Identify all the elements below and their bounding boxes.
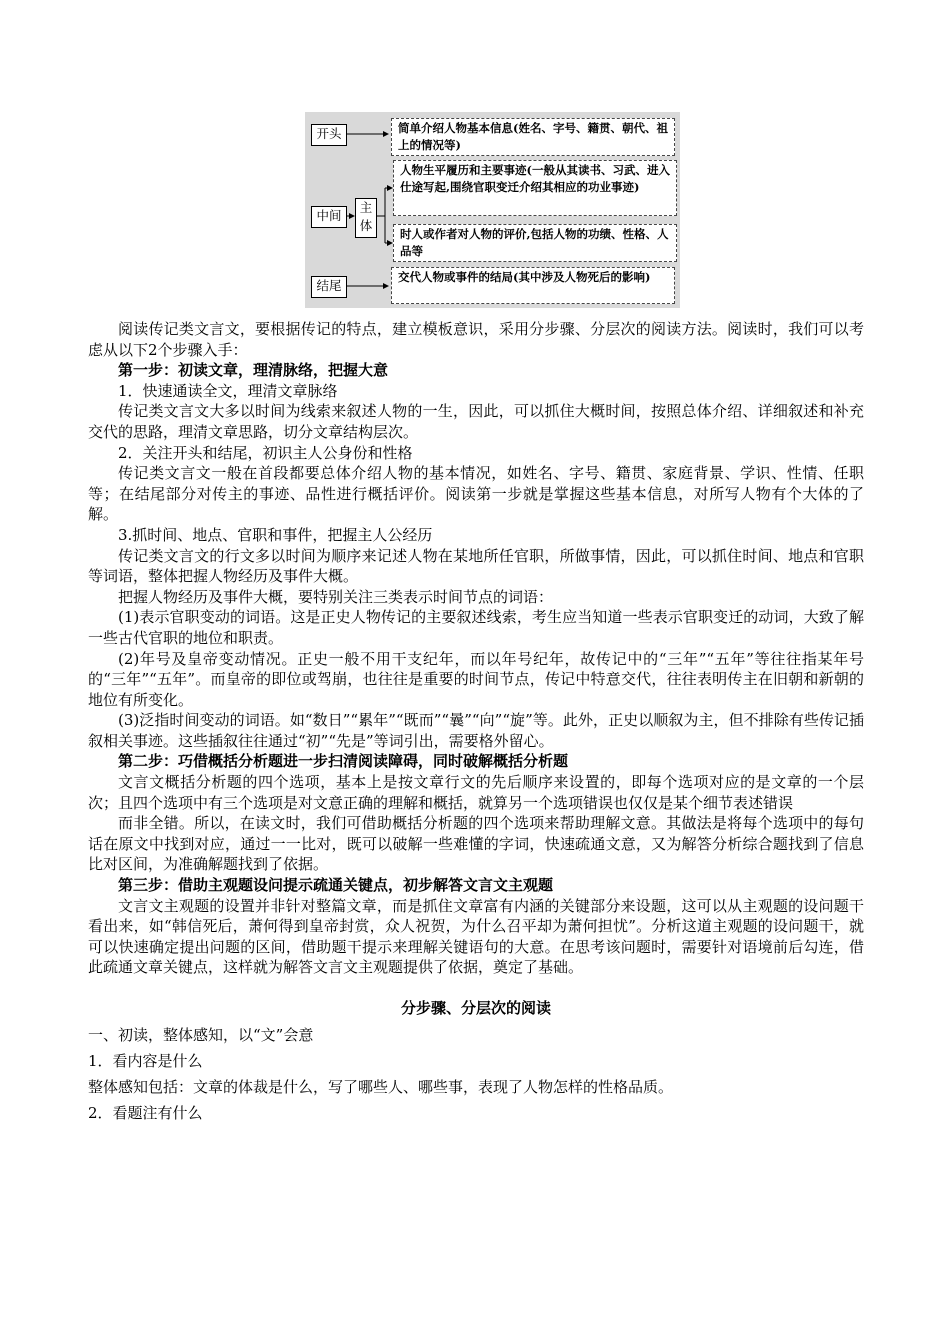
label-middle: 中间 xyxy=(311,206,347,228)
label-start: 开头 xyxy=(311,124,347,146)
step3-paragraph-1: 文言文主观题的设置并非针对整篇文章，而是抓住文章富有内涵的关键部分来设题，这可以从主观题的设问题干看出来，如“韩信死后，萧何得到皇帝封赏，众人祝贺，为什么召平却为萧何担忧”。分析这道主观题的设问题干，就可以快速确定提出问题的区间，借助题干提示来理解关键语句的大意。在思考该问题时，需要针对语境前后勾连，借此疏通文章关键点，这样就为解答文言文主观题提供了依据，奠定了基础。 xyxy=(88,896,864,977)
intro-paragraph: 阅读传记类文言文，要根据传记的特点，建立模板意识，采用分步骤、分层次的阅读方法。阅读时，我们可以考虑从以下2个步骤入手： xyxy=(88,320,864,359)
step2-heading: 第二步：巧借概括分析题进一步扫清阅读障碍，同时破解概括分析题 xyxy=(118,752,569,771)
step1-paragraph-2: 传记类文言文一般在首段都要总体介绍人物的基本情况，如姓名、字号、籍贯、家庭背景、学识、性情、任职等；在结尾部分对传主的事迹、品性进行概括评价。阅读第一步就是掌握这些基本信息，对所写人物有个大体的了解。 xyxy=(88,464,864,524)
step3-heading: 第三步：借助主观题设问提示疏通关键点，初步解答文言文主观题 xyxy=(118,876,554,895)
box-end-info: 交代人物或事件的结局(其中涉及人物死后的影响) xyxy=(391,267,675,304)
step1-heading: 第一步：初读文章，理清脉络，把握大意 xyxy=(118,361,389,380)
step1-subheading-2: 2．关注开头和结尾，初识主人公身份和性格 xyxy=(118,443,413,462)
step1-paragraph-4: 把握人物经历及事件大概，要特别关注三类表示时间节点的词语： xyxy=(118,587,554,606)
label-body xyxy=(355,198,377,238)
step1-paragraph-7: (3)泛指时间变动的词语。如“数日”“累年”“既而”“曩”“向”“旋”等。此外，正史以顺叙为主，但不排除有些传记插叙相关事迹。这些插叙往往通过“初”“先是”等词引出，需要格外留心。 xyxy=(88,711,864,750)
label-body-line2: 体 xyxy=(359,218,373,233)
step2-paragraph-2: 而非全错。所以，在读文时，我们可借助概括分析题的四个选项来帮助理解文意。其做法是将每个选项中的每句话在原文中找到对应，通过一一比对，既可以破解一些难懂的字词，快速疏通文意，又为解答分析综合题找到了信息比对区间，为准确解题找到了依据。 xyxy=(88,814,864,874)
step1-paragraph-3: 传记类文言文的行文多以时间为顺序来记述人物在某地所任官职，所做事情，因此，可以抓住时间、地点和官职等词语，整体把握人物经历及事件大概。 xyxy=(88,546,864,586)
step1-subheading-1: 1．快速通读全文，理清文章脉络 xyxy=(118,381,338,400)
step1-paragraph-1: 传记类文言文大多以时间为线索来叙述人物的一生，因此，可以抓住大概时间，按照总体介绍、详细叙述和补充交代的思路，理清文章思路，切分文章结构层次。 xyxy=(88,402,864,441)
section-subheading-2: 2．看题注有什么 xyxy=(88,1103,203,1122)
step1-paragraph-5: (1)表示官职变动的词语。这是正史人物传记的主要叙述线索，考生应当知道一些表示官职变迁的动词，大致了解一些古代官职的地位和职责。 xyxy=(88,608,864,647)
label-end: 结尾 xyxy=(311,276,347,298)
section-paragraph-1: 整体感知包括：文章的体裁是什么，写了哪些人、哪些事，表现了人物怎样的性格品质。 xyxy=(88,1077,674,1096)
step2-paragraph-1: 文言文概括分析题的四个选项，基本上是按文章行文的先后顺序来设置的，即每个选项对应的是文章的一个层次；且四个选项中有三个选项是对文意正确的理解和概括，就算另一个选项错误也仅仅是某个细节表述错误 xyxy=(88,773,864,812)
box-start-info: 简单介绍人物基本信息(姓名、字号、籍贯、朝代、祖上的情况等) xyxy=(391,118,675,156)
structure-diagram xyxy=(305,112,680,308)
box-career-info: 人物生平履历和主要事迹(一般从其读书、习武、进入仕途写起,围绕官职变迁介绍其相应的功业事迹) xyxy=(393,160,677,216)
step1-paragraph-6: (2)年号及皇帝变动情况。正史一般不用干支纪年，而以年号纪年，故传记中的“三年”“五年”等往往指某年号的“三年”“五年”。而皇帝的即位或驾崩，也往往是重要的时间节点，传记中特意交代，往往表明传主在旧朝和新朝的地位有所变化。 xyxy=(88,649,864,709)
step1-subheading-3: 3.抓时间、地点、官职和事件，把握主人公经历 xyxy=(118,525,433,544)
section-subheading-1: 1．看内容是什么 xyxy=(88,1051,203,1070)
section-title: 分步骤、分层次的阅读 xyxy=(400,999,551,1017)
section-heading-1: 一、初读，整体感知，以“文”会意 xyxy=(88,1025,314,1044)
label-body-line1: 主 xyxy=(359,200,373,215)
article-body xyxy=(88,319,864,1123)
box-evaluation-info: 时人或作者对人物的评价,包括人物的功绩、性格、人品等 xyxy=(393,224,677,262)
